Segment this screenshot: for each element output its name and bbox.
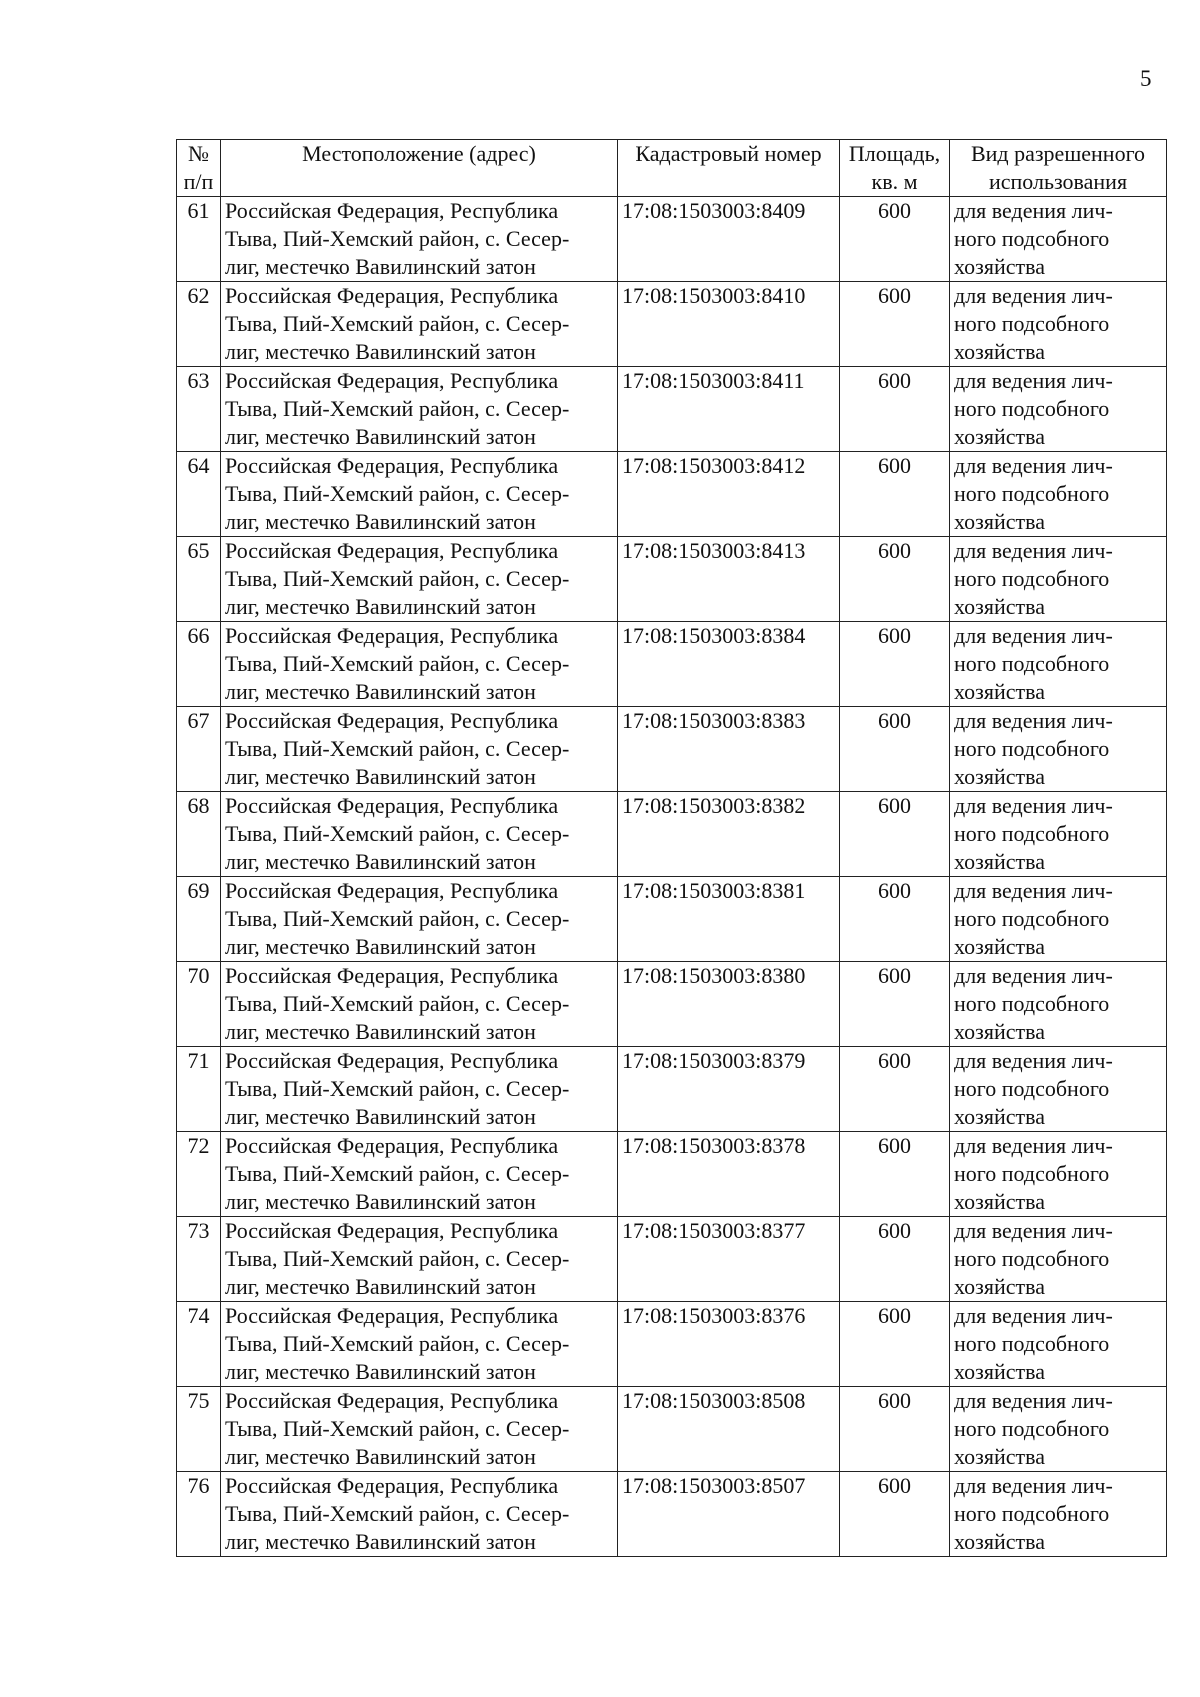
use-line: ного подсобного — [954, 651, 1110, 676]
row-number: 70 — [177, 962, 221, 1047]
row-cadastral-number: 17:08:1503003:8411 — [618, 367, 840, 452]
address-line: Тыва, Пий-Хемский район, с. Сесер- — [225, 566, 570, 591]
address-line: лиг, местечко Вавилинский затон — [225, 679, 536, 704]
use-line: хозяйства — [954, 1104, 1045, 1129]
row-address — [221, 622, 618, 707]
row-permitted-use — [950, 1217, 1167, 1302]
address-line: Тыва, Пий-Хемский район, с. Сесер- — [225, 396, 570, 421]
row-permitted-use — [950, 792, 1167, 877]
header-area-line1: Площадь, — [848, 141, 941, 166]
row-cadastral-number: 17:08:1503003:8384 — [618, 622, 840, 707]
header-address-label: Местоположение (адрес) — [302, 141, 536, 166]
use-line: ного подсобного — [954, 1246, 1110, 1271]
header-number-line2: п/п — [183, 169, 214, 194]
row-area: 600 — [840, 537, 950, 622]
address-line: лиг, местечко Вавилинский затон — [225, 509, 536, 534]
row-number: 75 — [177, 1387, 221, 1472]
row-address — [221, 1472, 618, 1557]
row-cadastral-number: 17:08:1503003:8507 — [618, 1472, 840, 1557]
address-line: Российская Федерация, Республика — [225, 1388, 559, 1413]
header-use-line1: Вид разрешенного — [970, 141, 1146, 166]
row-address — [221, 537, 618, 622]
table-row — [177, 962, 1167, 1047]
row-cadastral-number: 17:08:1503003:8383 — [618, 707, 840, 792]
row-cadastral-number: 17:08:1503003:8412 — [618, 452, 840, 537]
address-line: лиг, местечко Вавилинский затон — [225, 1529, 536, 1554]
use-line: хозяйства — [954, 424, 1045, 449]
row-number: 68 — [177, 792, 221, 877]
use-line: для ведения лич- — [954, 708, 1113, 733]
table-row — [177, 1302, 1167, 1387]
table-row — [177, 707, 1167, 792]
address-line: лиг, местечко Вавилинский затон — [225, 594, 536, 619]
row-cadastral-number: 17:08:1503003:8378 — [618, 1132, 840, 1217]
row-area: 600 — [840, 962, 950, 1047]
use-line: хозяйства — [954, 849, 1045, 874]
use-line: для ведения лич- — [954, 368, 1113, 393]
header-area — [840, 140, 950, 197]
row-permitted-use — [950, 877, 1167, 962]
address-line: Тыва, Пий-Хемский район, с. Сесер- — [225, 991, 570, 1016]
row-cadastral-number: 17:08:1503003:8376 — [618, 1302, 840, 1387]
use-line: хозяйства — [954, 679, 1045, 704]
row-address — [221, 282, 618, 367]
address-line: Российская Федерация, Республика — [225, 538, 559, 563]
address-line: лиг, местечко Вавилинский затон — [225, 1274, 536, 1299]
table-row — [177, 367, 1167, 452]
address-line: Тыва, Пий-Хемский район, с. Сесер- — [225, 226, 570, 251]
row-cadastral-number: 17:08:1503003:8413 — [618, 537, 840, 622]
address-line: Российская Федерация, Республика — [225, 623, 559, 648]
row-address — [221, 367, 618, 452]
row-number: 73 — [177, 1217, 221, 1302]
table-body — [177, 197, 1167, 1557]
use-line: для ведения лич- — [954, 963, 1113, 988]
address-line: Российская Федерация, Республика — [225, 963, 559, 988]
address-line: лиг, местечко Вавилинский затон — [225, 424, 536, 449]
use-line: хозяйства — [954, 1019, 1045, 1044]
row-number: 72 — [177, 1132, 221, 1217]
use-line: ного подсобного — [954, 736, 1110, 761]
use-line: для ведения лич- — [954, 453, 1113, 478]
row-number: 74 — [177, 1302, 221, 1387]
address-line: Российская Федерация, Республика — [225, 1218, 559, 1243]
table-row — [177, 1047, 1167, 1132]
header-use-line2: использования — [988, 169, 1128, 194]
use-line: хозяйства — [954, 1359, 1045, 1384]
address-line: Российская Федерация, Республика — [225, 453, 559, 478]
header-row — [177, 140, 1167, 197]
row-cadastral-number: 17:08:1503003:8377 — [618, 1217, 840, 1302]
row-address — [221, 197, 618, 282]
address-line: лиг, местечко Вавилинский затон — [225, 1189, 536, 1214]
row-address — [221, 707, 618, 792]
row-number: 69 — [177, 877, 221, 962]
use-line: хозяйства — [954, 1444, 1045, 1469]
row-permitted-use — [950, 452, 1167, 537]
use-line: хозяйства — [954, 1529, 1045, 1554]
use-line: хозяйства — [954, 594, 1045, 619]
use-line: для ведения лич- — [954, 623, 1113, 648]
row-area: 600 — [840, 452, 950, 537]
table-row — [177, 537, 1167, 622]
row-address — [221, 1302, 618, 1387]
row-number: 65 — [177, 537, 221, 622]
use-line: для ведения лич- — [954, 793, 1113, 818]
header-cadastral — [618, 140, 840, 197]
address-line: Российская Федерация, Республика — [225, 283, 559, 308]
row-area: 600 — [840, 792, 950, 877]
table-row — [177, 1472, 1167, 1557]
row-area: 600 — [840, 1387, 950, 1472]
row-area: 600 — [840, 1132, 950, 1217]
row-permitted-use — [950, 1472, 1167, 1557]
row-number: 67 — [177, 707, 221, 792]
row-permitted-use — [950, 962, 1167, 1047]
address-line: Российская Федерация, Республика — [225, 1133, 559, 1158]
use-line: хозяйства — [954, 254, 1045, 279]
land-plots-table — [176, 139, 1167, 1557]
address-line: лиг, местечко Вавилинский затон — [225, 764, 536, 789]
table-row — [177, 1217, 1167, 1302]
use-line: для ведения лич- — [954, 538, 1113, 563]
row-address — [221, 792, 618, 877]
address-line: Российская Федерация, Республика — [225, 1048, 559, 1073]
row-permitted-use — [950, 1047, 1167, 1132]
use-line: для ведения лич- — [954, 1388, 1113, 1413]
table-row — [177, 1387, 1167, 1472]
address-line: Тыва, Пий-Хемский район, с. Сесер- — [225, 821, 570, 846]
row-address — [221, 1047, 618, 1132]
row-permitted-use — [950, 1132, 1167, 1217]
row-number: 61 — [177, 197, 221, 282]
address-line: Российская Федерация, Республика — [225, 368, 559, 393]
use-line: для ведения лич- — [954, 1473, 1113, 1498]
row-permitted-use — [950, 367, 1167, 452]
address-line: Российская Федерация, Республика — [225, 1473, 559, 1498]
table-row — [177, 282, 1167, 367]
row-number: 64 — [177, 452, 221, 537]
row-address — [221, 877, 618, 962]
row-permitted-use — [950, 537, 1167, 622]
table-row — [177, 792, 1167, 877]
header-number-line1: № — [188, 141, 209, 166]
use-line: ного подсобного — [954, 821, 1110, 846]
use-line: для ведения лич- — [954, 1218, 1113, 1243]
table-row — [177, 197, 1167, 282]
table-row — [177, 452, 1167, 537]
use-line: для ведения лич- — [954, 1133, 1113, 1158]
use-line: ного подсобного — [954, 1331, 1110, 1356]
address-line: лиг, местечко Вавилинский затон — [225, 849, 536, 874]
row-permitted-use — [950, 282, 1167, 367]
row-area: 600 — [840, 707, 950, 792]
row-number: 76 — [177, 1472, 221, 1557]
use-line: хозяйства — [954, 934, 1045, 959]
use-line: ного подсобного — [954, 226, 1110, 251]
use-line: хозяйства — [954, 1189, 1045, 1214]
address-line: Тыва, Пий-Хемский район, с. Сесер- — [225, 736, 570, 761]
row-permitted-use — [950, 707, 1167, 792]
address-line: Российская Федерация, Республика — [225, 708, 559, 733]
row-address — [221, 1217, 618, 1302]
row-cadastral-number: 17:08:1503003:8382 — [618, 792, 840, 877]
row-area: 600 — [840, 282, 950, 367]
use-line: ного подсобного — [954, 566, 1110, 591]
address-line: Тыва, Пий-Хемский район, с. Сесер- — [225, 906, 570, 931]
header-use — [950, 140, 1167, 197]
address-line: Тыва, Пий-Хемский район, с. Сесер- — [225, 1416, 570, 1441]
use-line: хозяйства — [954, 339, 1045, 364]
row-cadastral-number: 17:08:1503003:8409 — [618, 197, 840, 282]
row-address — [221, 1387, 618, 1472]
use-line: ного подсобного — [954, 906, 1110, 931]
row-permitted-use — [950, 197, 1167, 282]
row-area: 600 — [840, 622, 950, 707]
address-line: лиг, местечко Вавилинский затон — [225, 254, 536, 279]
row-address — [221, 452, 618, 537]
row-area: 600 — [840, 877, 950, 962]
row-number: 62 — [177, 282, 221, 367]
table-header — [177, 140, 1167, 197]
use-line: ного подсобного — [954, 481, 1110, 506]
row-cadastral-number: 17:08:1503003:8381 — [618, 877, 840, 962]
address-line: Тыва, Пий-Хемский район, с. Сесер- — [225, 1076, 570, 1101]
row-cadastral-number: 17:08:1503003:8380 — [618, 962, 840, 1047]
row-cadastral-number: 17:08:1503003:8410 — [618, 282, 840, 367]
table-row — [177, 622, 1167, 707]
use-line: ного подсобного — [954, 1076, 1110, 1101]
use-line: для ведения лич- — [954, 878, 1113, 903]
address-line: лиг, местечко Вавилинский затон — [225, 1104, 536, 1129]
address-line: Тыва, Пий-Хемский район, с. Сесер- — [225, 1501, 570, 1526]
header-address — [221, 140, 618, 197]
row-area: 600 — [840, 1472, 950, 1557]
use-line: хозяйства — [954, 509, 1045, 534]
address-line: Тыва, Пий-Хемский район, с. Сесер- — [225, 311, 570, 336]
header-number — [177, 140, 221, 197]
address-line: Российская Федерация, Республика — [225, 878, 559, 903]
address-line: лиг, местечко Вавилинский затон — [225, 1019, 536, 1044]
header-cadastral-label: Кадастровый номер — [635, 141, 822, 166]
row-area: 600 — [840, 367, 950, 452]
address-line: Российская Федерация, Республика — [225, 1303, 559, 1328]
address-line: Российская Федерация, Республика — [225, 793, 559, 818]
address-line: Тыва, Пий-Хемский район, с. Сесер- — [225, 1246, 570, 1271]
row-number: 63 — [177, 367, 221, 452]
use-line: ного подсобного — [954, 1501, 1110, 1526]
address-line: Тыва, Пий-Хемский район, с. Сесер- — [225, 651, 570, 676]
use-line: для ведения лич- — [954, 198, 1113, 223]
row-permitted-use — [950, 622, 1167, 707]
row-area: 600 — [840, 1047, 950, 1132]
row-address — [221, 1132, 618, 1217]
use-line: для ведения лич- — [954, 1303, 1113, 1328]
address-line: Тыва, Пий-Хемский район, с. Сесер- — [225, 1161, 570, 1186]
row-address — [221, 962, 618, 1047]
address-line: лиг, местечко Вавилинский затон — [225, 1444, 536, 1469]
header-area-line2: кв. м — [871, 169, 918, 194]
use-line: ного подсобного — [954, 1161, 1110, 1186]
table-row — [177, 877, 1167, 962]
use-line: для ведения лич- — [954, 1048, 1113, 1073]
row-area: 600 — [840, 197, 950, 282]
row-number: 66 — [177, 622, 221, 707]
use-line: ного подсобного — [954, 991, 1110, 1016]
use-line: для ведения лич- — [954, 283, 1113, 308]
use-line: ного подсобного — [954, 1416, 1110, 1441]
address-line: лиг, местечко Вавилинский затон — [225, 339, 536, 364]
row-cadastral-number: 17:08:1503003:8379 — [618, 1047, 840, 1132]
row-permitted-use — [950, 1387, 1167, 1472]
address-line: лиг, местечко Вавилинский затон — [225, 1359, 536, 1384]
row-area: 600 — [840, 1302, 950, 1387]
use-line: ного подсобного — [954, 396, 1110, 421]
use-line: хозяйства — [954, 1274, 1045, 1299]
use-line: хозяйства — [954, 764, 1045, 789]
row-number: 71 — [177, 1047, 221, 1132]
row-area: 600 — [840, 1217, 950, 1302]
page-number: 5 — [1140, 66, 1152, 91]
address-line: Тыва, Пий-Хемский район, с. Сесер- — [225, 1331, 570, 1356]
row-cadastral-number: 17:08:1503003:8508 — [618, 1387, 840, 1472]
table-row — [177, 1132, 1167, 1217]
row-permitted-use — [950, 1302, 1167, 1387]
address-line: Тыва, Пий-Хемский район, с. Сесер- — [225, 481, 570, 506]
use-line: ного подсобного — [954, 311, 1110, 336]
address-line: Российская Федерация, Республика — [225, 198, 559, 223]
address-line: лиг, местечко Вавилинский затон — [225, 934, 536, 959]
